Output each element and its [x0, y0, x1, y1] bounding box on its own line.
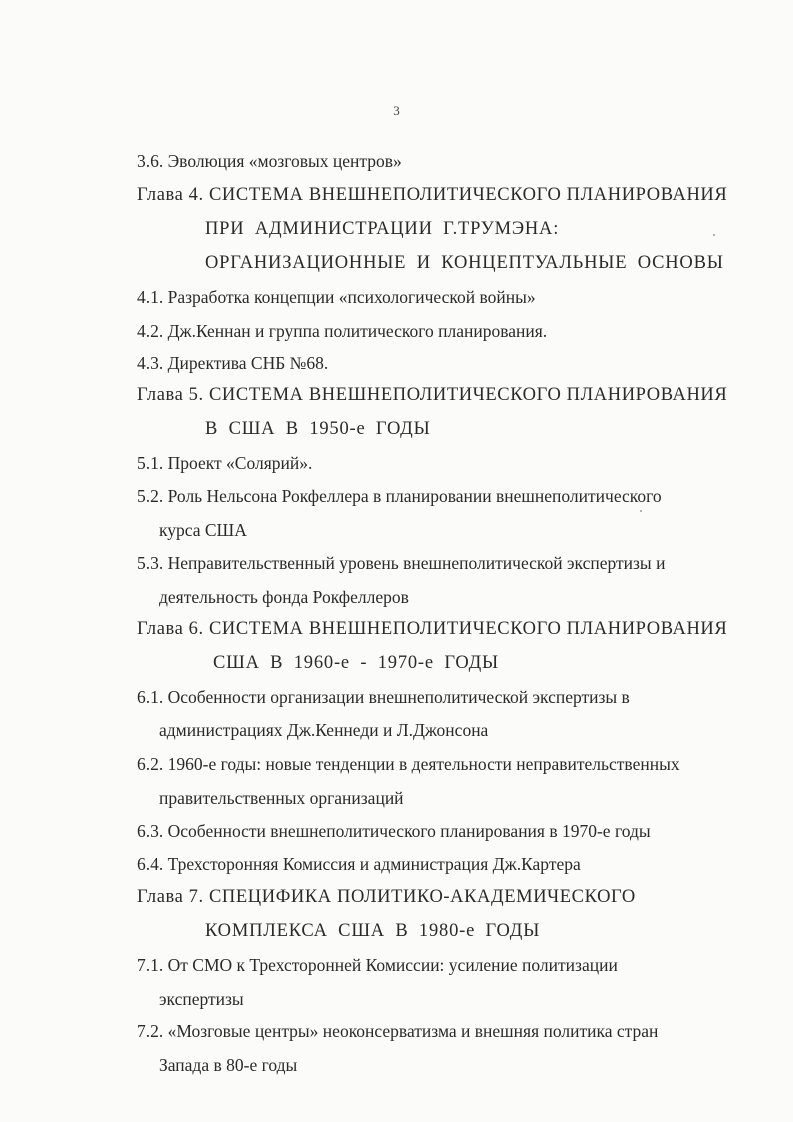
toc-entry-7-1-cont: экспертизы	[159, 989, 244, 1009]
toc-entry-7-2: 7.2. «Мозговые центры» неоконсерватизма и внешняя политика стран	[137, 1021, 659, 1041]
chapter-6-title: США В 1960-е - 1970-е ГОДЫ	[213, 653, 499, 673]
chapter-5-heading: Глава 5. СИСТЕМА ВНЕШНЕПОЛИТИЧЕСКОГО ПЛАНИРОВАНИЯ	[137, 385, 728, 405]
toc-entry-6-3: 6.3. Особенности внешнеполитического планирования в 1970-е годы	[137, 821, 651, 841]
chapter-4-title-line-2: ОРГАНИЗАЦИОННЫЕ И КОНЦЕПТУАЛЬНЫЕ ОСНОВЫ	[205, 253, 724, 273]
chapter-4-title-line-1: ПРИ АДМИНИСТРАЦИИ Г.ТРУМЭНА:	[205, 219, 560, 239]
chapter-5-title: В США В 1950-е ГОДЫ	[205, 419, 431, 439]
scan-speck	[640, 510, 642, 512]
page-number: 3	[393, 103, 400, 118]
toc-entry-6-1-cont: администрациях Дж.Кеннеди и Л.Джонсона	[159, 720, 489, 740]
toc-entry-6-1: 6.1. Особенности организации внешнеполитической экспертизы в	[137, 687, 630, 707]
toc-entry-7-2-cont: Запада в 80-е годы	[159, 1055, 298, 1075]
toc-entry-4-2: 4.2. Дж.Кеннан и группа политического планирования.	[137, 321, 548, 341]
chapter-7-title: КОМПЛЕКСА США В 1980-е ГОДЫ	[205, 921, 541, 941]
chapter-6-heading: Глава 6. СИСТЕМА ВНЕШНЕПОЛИТИЧЕСКОГО ПЛАНИРОВАНИЯ	[137, 619, 728, 639]
chapter-4-heading: Глава 4. СИСТЕМА ВНЕШНЕПОЛИТИЧЕСКОГО ПЛАНИРОВАНИЯ	[137, 185, 728, 205]
toc-entry-5-3: 5.3. Неправительственный уровень внешнеполитической экспертизы и	[137, 553, 666, 573]
toc-entry-6-2: 6.2. 1960-е годы: новые тенденции в деятельности неправительственных	[137, 754, 680, 774]
toc-entry-7-1: 7.1. От СМО к Трехсторонней Комиссии: усиление политизации	[137, 955, 618, 975]
toc-entry-5-1: 5.1. Проект «Солярий».	[137, 453, 313, 473]
chapter-7-heading: Глава 7. СПЕЦИФИКА ПОЛИТИКО-АКАДЕМИЧЕСКОГО	[137, 887, 636, 907]
toc-entry-6-4: 6.4. Трехсторонняя Комиссия и администрация Дж.Картера	[137, 854, 581, 874]
toc-entry-5-2: 5.2. Роль Нельсона Рокфеллера в планировании внешнеполитического	[137, 486, 662, 506]
toc-entry-5-3-cont: деятельность фонда Рокфеллеров	[159, 587, 409, 607]
toc-entry-4-1: 4.1. Разработка концепции «психологической войны»	[137, 287, 536, 307]
toc-entry-4-3: 4.3. Директива СНБ №68.	[137, 353, 329, 373]
toc-entry-3-6: 3.6. Эволюция «мозговых центров»	[137, 151, 402, 171]
toc-entry-5-2-cont: курса США	[159, 520, 247, 540]
scan-speck	[713, 234, 715, 236]
toc-entry-6-2-cont: правительственных организаций	[159, 788, 404, 808]
